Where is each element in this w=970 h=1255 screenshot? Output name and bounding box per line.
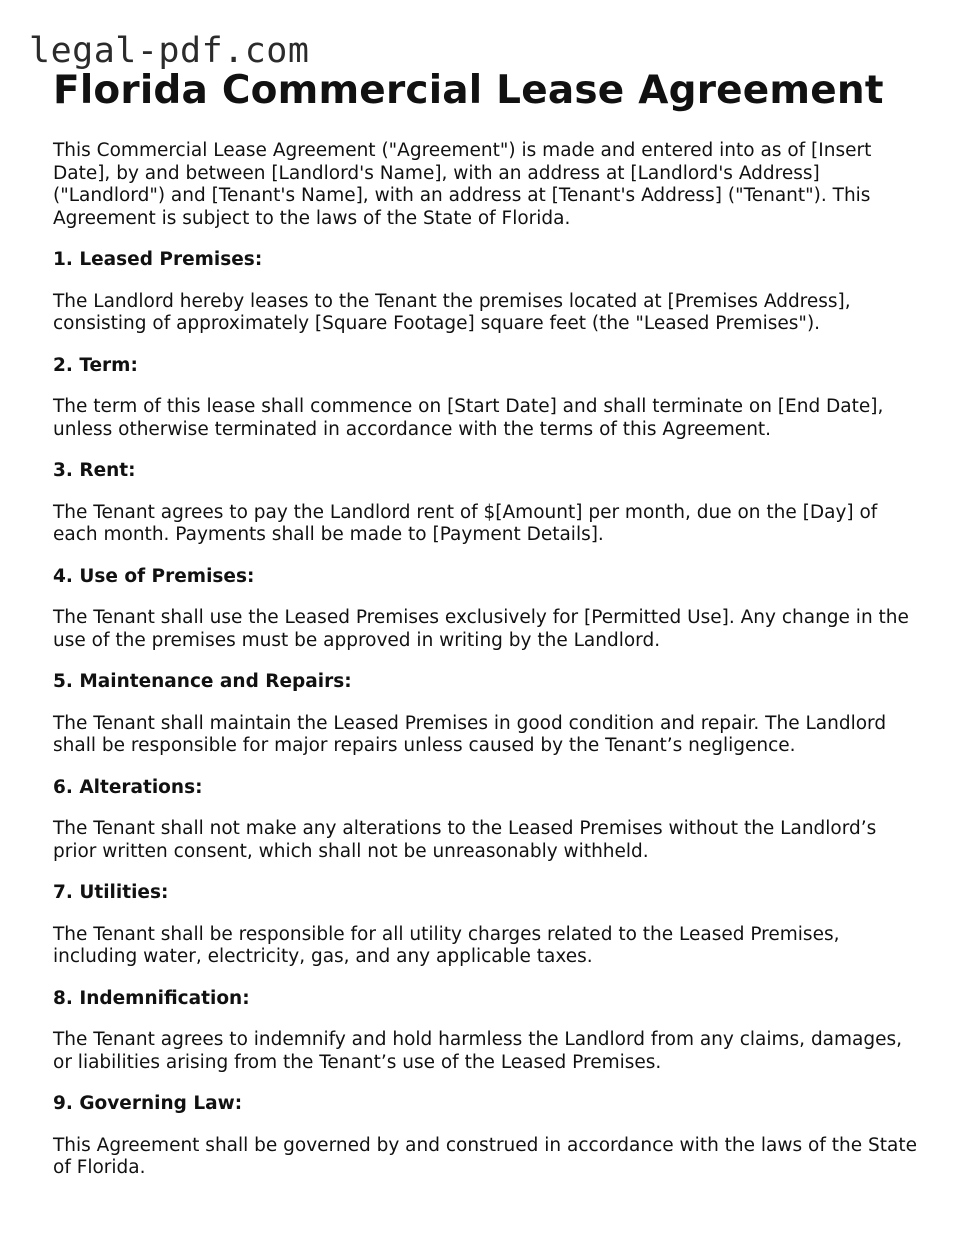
section-heading: 7. Utilities: — [53, 882, 169, 903]
section-body: The Landlord hereby leases to the Tenant the premises located at [Premises Address], consisting of approximately [Square Footage] square feet (the "Leased Premises"). — [53, 290, 851, 334]
section-rent — [53, 460, 923, 547]
section-alterations — [53, 777, 923, 864]
section-heading: 2. Term: — [53, 354, 138, 376]
watermark-logo: legal-pdf.com — [29, 31, 310, 71]
section-maintenance-and-repairs — [53, 671, 923, 758]
section-body: The Tenant shall maintain the Leased Premises in good condition and repair. The Landlord shall be responsible for major repairs unless caused by the Tenant’s negligence. — [53, 712, 887, 756]
section-use-of-premises — [53, 566, 923, 653]
section-body: The Tenant shall be responsible for all utility charges related to the Leased Premises, including water, electricity, gas, and any applicable taxes. — [53, 923, 840, 967]
section-leased-premises — [53, 249, 923, 336]
section-heading: 8. Indemnification: — [53, 987, 250, 1009]
section-heading: 1. Leased Premises: — [53, 249, 263, 270]
section-utilities — [53, 882, 923, 969]
section-heading: 4. Use of Premises: — [53, 565, 255, 587]
intro-paragraph: This Commercial Lease Agreement ("Agreement") is made and entered into as of [Insert Date], by and between [Landlord's Name], with an address at [Landlord's Address] ("Landlord") and [Tenant's Name], with an address at [Tenant's Address] ("Tenant"). This Agreement is subject to the laws of the State of Florida. — [53, 140, 872, 229]
section-body: The Tenant agrees to pay the Landlord rent of $[Amount] per month, due on the [Day] of each month. Payments shall be made to [Payment Details]. — [53, 501, 878, 545]
section-indemnification — [53, 988, 923, 1075]
section-heading: 6. Alterations: — [53, 776, 203, 798]
document-body — [53, 68, 923, 1199]
section-heading: 5. Maintenance and Repairs: — [53, 671, 352, 692]
section-body: The Tenant shall use the Leased Premises exclusively for [Permitted Use]. Any change in the use of the premises must be approved in writing by the Landlord. — [53, 607, 909, 651]
section-body: The Tenant shall not make any alterations to the Leased Premises without the Landlord’s prior written consent, which shall not be unreasonably withheld. — [53, 818, 877, 862]
document-title: Florida Commercial Lease Agreement — [53, 68, 884, 113]
section-body: The term of this lease shall commence on [Start Date] and shall terminate on [End Date], unless otherwise terminated in accordance with the terms of this Agreement. — [53, 396, 884, 440]
section-heading: 9. Governing Law: — [53, 1093, 243, 1114]
section-heading: 3. Rent: — [53, 460, 136, 481]
section-governing-law — [53, 1093, 923, 1180]
section-term — [53, 355, 923, 442]
section-body: The Tenant agrees to indemnify and hold harmless the Landlord from any claims, damages, or liabilities arising from the Tenant’s use of the Leased Premises. — [53, 1029, 903, 1073]
section-body: This Agreement shall be governed by and construed in accordance with the laws of the State of Florida. — [53, 1134, 917, 1178]
